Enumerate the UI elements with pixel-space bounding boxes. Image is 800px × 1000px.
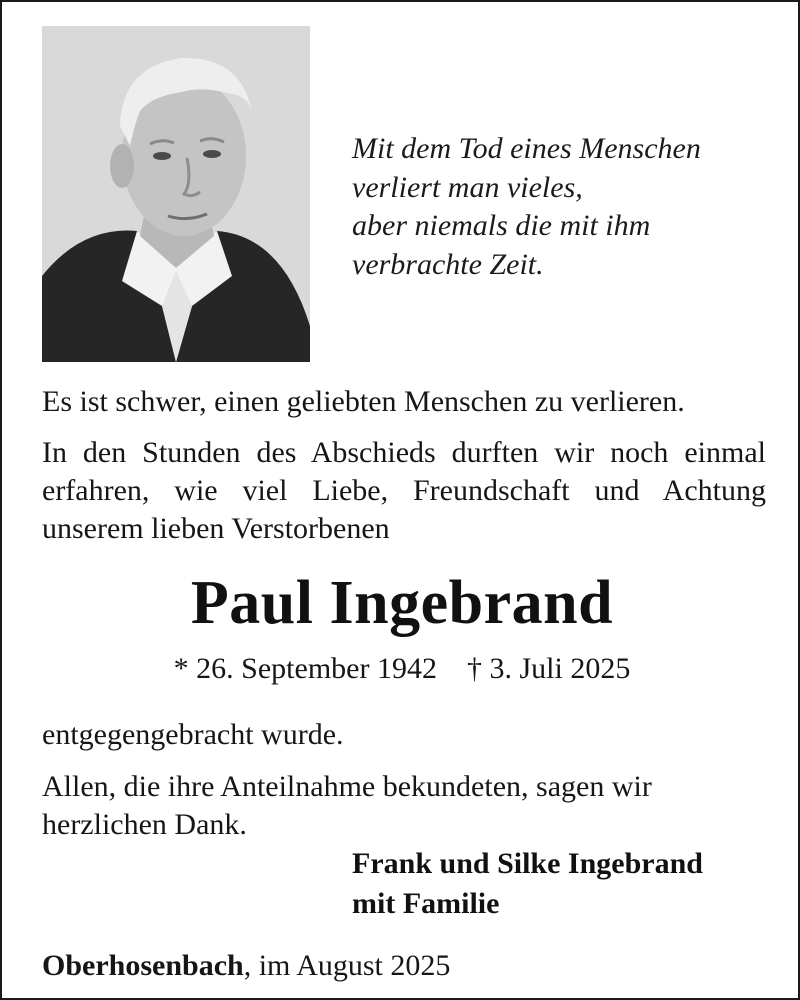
intro-sentence (42, 383, 766, 421)
life-dates (2, 650, 800, 688)
intro-line: Es ist schwer, einen geliebten Menschen zu verlieren. (42, 385, 685, 418)
portrait-illustration (42, 26, 310, 362)
quote-line: verbrachte Zeit. (352, 247, 544, 281)
intro-line: erfahren, wie viel Liebe, Freundschaft und Achtung (42, 474, 766, 507)
quote-line: verliert man vieles, (352, 170, 583, 204)
thanks-line: herzlichen Dank. (42, 808, 247, 841)
closing-sentence (42, 716, 766, 754)
memorial-quote (352, 130, 772, 284)
deceased-name: Paul Ingebrand (190, 569, 614, 637)
signature-line: mit Familie (352, 887, 500, 920)
intro-line: In den Stunden des Abschieds durften wir noch einmal (42, 436, 766, 469)
intro-paragraph (42, 434, 766, 548)
notice-date: , im August 2025 (243, 949, 451, 982)
death-date: † 3. Juli 2025 (466, 652, 631, 685)
quote-line: Mit dem Tod eines Menschen (352, 132, 701, 165)
town-name: Oberhosenbach (42, 949, 244, 982)
intro-line: unserem lieben Verstorbenen (42, 512, 390, 545)
closing-line: entgegengebracht wurde. (42, 718, 344, 751)
thanks-line: Allen, die ihre Anteilnahme bekundeten, sagen wir (42, 770, 652, 803)
signature-block (352, 844, 703, 924)
thanks-paragraph (42, 768, 766, 844)
place-and-date (42, 947, 450, 985)
signature-line: Frank und Silke Ingebrand (352, 847, 703, 880)
portrait-photo (42, 26, 310, 362)
birth-date: * 26. September 1942 (173, 652, 437, 685)
quote-line: aber niemals die mit ihm (352, 209, 651, 242)
